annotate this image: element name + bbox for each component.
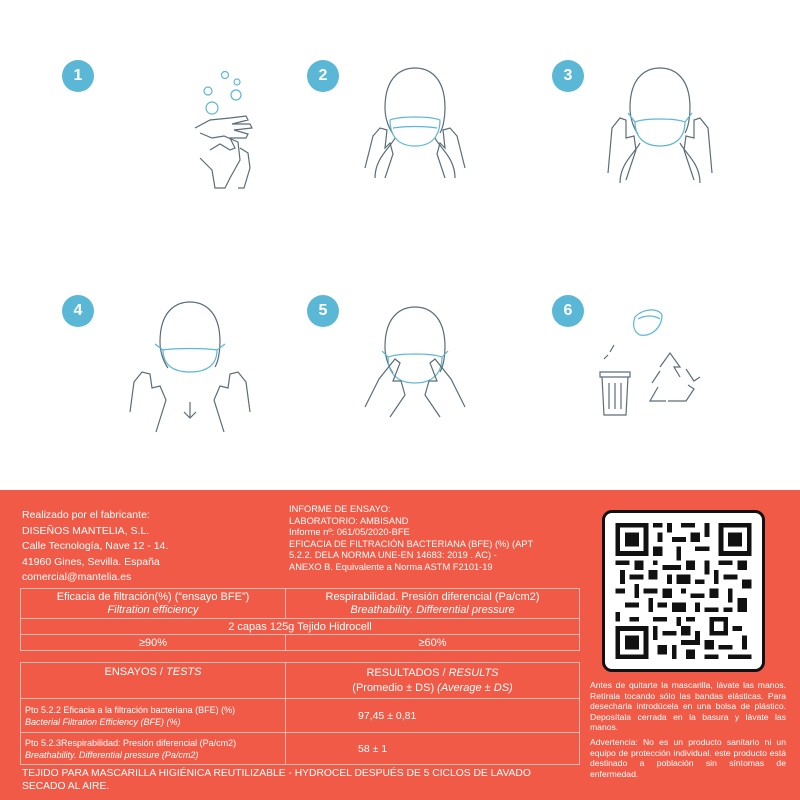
table-row: [21, 699, 286, 733]
warning-text: Advertencia: No es un producto sanitario ni un equipo de protección individual. este producto está destinado a población sin síntomas de enfermedad.: [590, 736, 786, 779]
wash-hands-icon: [120, 58, 280, 208]
results-header-en: RESULTS: [448, 666, 499, 679]
step-number-badge: 6: [552, 295, 584, 327]
manufacturer-name: DISEÑOS MANTELIA, S.L.: [22, 524, 150, 537]
fabric-note-line-1: TEJIDO PARA MASCARILLA HIGIÉNICA REUTILIZABLE - HYDROCEL DESPUÉS DE 5 CICLOS DE LAVADO: [22, 768, 531, 779]
removal-instructions: [590, 680, 786, 779]
step-3: [550, 58, 790, 258]
test-breath-en: Breathability. Differential pressure (Pa/cm2): [25, 749, 199, 760]
spec-breathability-en: Breathability. Differential pressure: [350, 603, 515, 616]
spec-filtration-en: Filtration efficiency: [107, 603, 199, 616]
info-panel: [0, 490, 800, 800]
mask-hold-to-face-icon: [345, 58, 505, 208]
fabric-note-line-2: SECADO AL AIRE.: [22, 780, 110, 792]
spec-breathability-es: Respirabilidad. Presión diferencial (Pa/cm2): [325, 590, 540, 603]
tests-header-en: TESTS: [166, 666, 202, 678]
step-number-badge: 3: [552, 60, 584, 92]
spec-breathability-header: [286, 589, 580, 619]
step-6: [550, 282, 790, 482]
results-sub-en: (Average ± DS): [437, 681, 513, 694]
spec-breathability-value: ≥60%: [286, 635, 580, 651]
manufacturer-city: 41960 Gines, Sevilla. España: [22, 555, 160, 568]
spec-table: [20, 588, 580, 651]
results-sub-es: (Promedio ± DS): [352, 681, 438, 694]
test-bfe-es: Pto 5.2.2 Eficacia a la filtración bacteriana (BFE) (%): [25, 704, 236, 715]
manufacturer-info: [22, 508, 168, 586]
test-breath-es: Pto 5.2.3Respirabilidad: Presión diferencial (Pa/cm2): [25, 737, 237, 748]
mask-elastics-behind-ears-icon: [590, 58, 750, 208]
qr-code-icon: [615, 523, 752, 659]
qr-code[interactable]: [602, 510, 765, 672]
manufacturer-address: Calle Tecnología, Nave 12 - 14.: [22, 540, 169, 552]
report-number: Informe nº: 061/05/2020-BFE: [289, 527, 410, 537]
spec-filtration-header: [21, 589, 286, 619]
spec-filtration-value: ≥90%: [21, 635, 286, 651]
test-report-info: [289, 504, 533, 573]
report-desc-2: 5.2.2. DELA NORMA UNE-EN 14683: 2019 . AC) -: [289, 550, 497, 560]
fabric-note: [22, 768, 531, 793]
step-number-badge: 2: [307, 60, 339, 92]
result-breath-value: 58 ± 1: [286, 733, 580, 765]
dispose-recycle-icon: [590, 297, 750, 447]
mask-adjust-nose-icon: [345, 297, 505, 457]
report-lab: LABORATORIO: AMBISAND: [289, 515, 409, 526]
step-number-badge: 5: [307, 295, 339, 327]
mask-adjust-chin-icon: [120, 292, 280, 452]
result-bfe-value: 97,45 ± 0,81: [286, 699, 580, 733]
results-table: [20, 662, 580, 765]
step-number-badge: 1: [62, 60, 94, 92]
step-5: [305, 282, 545, 482]
report-desc-3: ANEXO B. Equivalente a Norma ASTM F2101-19: [289, 561, 493, 572]
step-2: [305, 58, 545, 258]
results-values-header: [286, 663, 580, 699]
spec-filtration-es: Eficacia de filtración(%) (“ensayo BFE”): [56, 590, 250, 603]
manufacturer-email: comercial@mantelia.es: [22, 571, 132, 583]
tests-header-es: ENSAYOS /: [104, 666, 167, 678]
results-tests-header: [21, 663, 286, 699]
test-bfe-en: Bacterial Filtration Efficiency (BFE) (%): [25, 716, 181, 727]
step-4: [60, 282, 300, 482]
results-header-es: RESULTADOS /: [366, 666, 449, 679]
spec-material: 2 capas 125g Tejido Hidrocell: [21, 619, 580, 635]
removal-text: Antes de quitarte la mascarilla, lávate las manos. Retírala tocando sólo las bandas elásticas. Para desecharla introdúcela en una bolsa de plástico. Deposítala cerrada en la basura y lávate las manos.: [590, 680, 786, 733]
manufacturer-label: Realizado por el fabricante:: [22, 509, 150, 521]
table-row: [21, 733, 286, 765]
step-number-badge: 4: [62, 295, 94, 327]
step-1: [60, 58, 300, 258]
report-title: INFORME DE ENSAYO:: [289, 504, 391, 514]
report-desc-1: EFICACIA DE FILTRACIÓN BACTERIANA (BFE) (%) (APT: [289, 538, 534, 549]
